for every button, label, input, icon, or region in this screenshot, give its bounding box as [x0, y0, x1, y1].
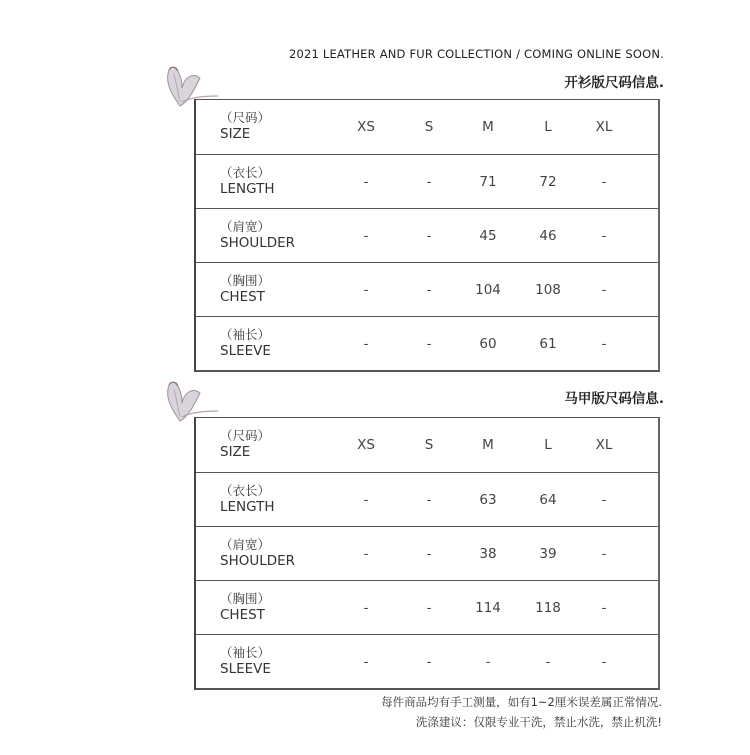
table-cell: 108 — [535, 281, 561, 298]
table-cell: - — [363, 227, 369, 244]
row-label-en: SLEEVE — [220, 343, 271, 359]
row-label-cn: （袖长） — [220, 327, 271, 342]
row-label — [220, 272, 270, 306]
table-cell: - — [426, 335, 432, 352]
table-title-cardigan: 开衫版尺码信息. — [564, 75, 664, 91]
table-cell: - — [601, 227, 607, 244]
row-label-cn: （肩宽） — [220, 537, 271, 552]
table-cell: 63 — [479, 491, 497, 508]
table-row — [196, 634, 658, 688]
table-cell: 71 — [479, 173, 497, 190]
row-label-cn: （衣长） — [220, 165, 271, 180]
table-cell: - — [601, 173, 607, 190]
table-cell: - — [426, 281, 432, 298]
table-cell: 104 — [475, 281, 501, 298]
row-label-cn: （尺码） — [220, 110, 271, 125]
table-cell: - — [601, 545, 607, 562]
table-cell: 46 — [539, 227, 557, 244]
table-cell: 72 — [539, 173, 557, 190]
row-label — [220, 536, 295, 570]
table-cell: - — [363, 491, 369, 508]
size-table-vest — [194, 417, 660, 690]
row-label-en: LENGTH — [220, 181, 275, 197]
table-row — [196, 154, 658, 208]
row-label-en: SLEEVE — [220, 661, 271, 677]
collection-heading: 2021 LEATHER AND FUR COLLECTION / COMING ONLINE SOON. — [288, 47, 664, 61]
table-cell: - — [601, 491, 607, 508]
table-cell: XS — [357, 119, 375, 135]
table-cell: - — [363, 173, 369, 190]
row-label — [220, 482, 275, 516]
row-label — [220, 164, 275, 198]
row-label — [220, 590, 270, 624]
row-label-cn: （袖长） — [220, 645, 271, 660]
table-cell: - — [363, 599, 369, 616]
table-cell: S — [424, 119, 434, 135]
table-cell: 64 — [539, 491, 557, 508]
table-cell: - — [426, 653, 432, 670]
table-cell: - — [426, 545, 432, 562]
table-cell: - — [426, 227, 432, 244]
table-cell: L — [544, 437, 552, 453]
table-cell: - — [426, 173, 432, 190]
measurement-note: 每件商品均有手工测量，如有1~2厘米误差属正常情况. — [381, 695, 662, 709]
table-cell: XS — [357, 437, 375, 453]
table-cell: - — [601, 281, 607, 298]
table-cell: - — [426, 491, 432, 508]
row-label — [220, 109, 270, 143]
row-label — [220, 427, 270, 461]
row-label-en: SIZE — [220, 444, 251, 460]
table-row — [196, 208, 658, 262]
table-row — [196, 418, 658, 472]
table-cell: - — [363, 545, 369, 562]
table-cell: - — [363, 281, 369, 298]
row-label-en: SHOULDER — [220, 553, 296, 569]
table-cell: - — [601, 335, 607, 352]
table-cell: 60 — [479, 335, 497, 352]
row-label — [220, 326, 271, 360]
size-table-cardigan — [194, 99, 660, 372]
table-cell: - — [545, 653, 551, 670]
table-cell: 38 — [479, 545, 497, 562]
row-label-en: SHOULDER — [220, 235, 296, 251]
table-row — [196, 526, 658, 580]
row-label — [220, 218, 295, 252]
row-label-cn: （肩宽） — [220, 219, 271, 234]
table-cell: M — [482, 119, 494, 135]
table-cell: S — [424, 437, 434, 453]
table-title-vest: 马甲版尺码信息. — [564, 391, 664, 407]
row-label-en: LENGTH — [220, 499, 275, 515]
table-cell: M — [482, 437, 494, 453]
table-row — [196, 100, 658, 154]
table-cell: XL — [595, 437, 613, 453]
row-label — [220, 644, 271, 678]
table-cell: 118 — [535, 599, 561, 616]
table-cell: 114 — [475, 599, 501, 616]
washing-note: 洗涤建议：仅限专业干洗，禁止水洗，禁止机洗! — [415, 715, 662, 729]
table-row — [196, 472, 658, 526]
table-cell: XL — [595, 119, 613, 135]
table-row — [196, 580, 658, 634]
table-row — [196, 262, 658, 316]
table-cell: - — [426, 599, 432, 616]
table-cell: 61 — [539, 335, 557, 352]
row-label-cn: （胸围） — [220, 591, 271, 606]
table-cell: - — [363, 335, 369, 352]
table-row — [196, 316, 658, 370]
row-label-en: SIZE — [220, 126, 251, 142]
row-label-cn: （胸围） — [220, 273, 271, 288]
table-cell: - — [485, 653, 491, 670]
table-cell: - — [601, 653, 607, 670]
row-label-en: CHEST — [220, 289, 265, 305]
table-cell: 39 — [539, 545, 557, 562]
row-label-cn: （尺码） — [220, 428, 271, 443]
table-cell: - — [601, 599, 607, 616]
table-cell: 45 — [479, 227, 497, 244]
table-cell: L — [544, 119, 552, 135]
row-label-en: CHEST — [220, 607, 265, 623]
table-cell: - — [363, 653, 369, 670]
row-label-cn: （衣长） — [220, 483, 271, 498]
